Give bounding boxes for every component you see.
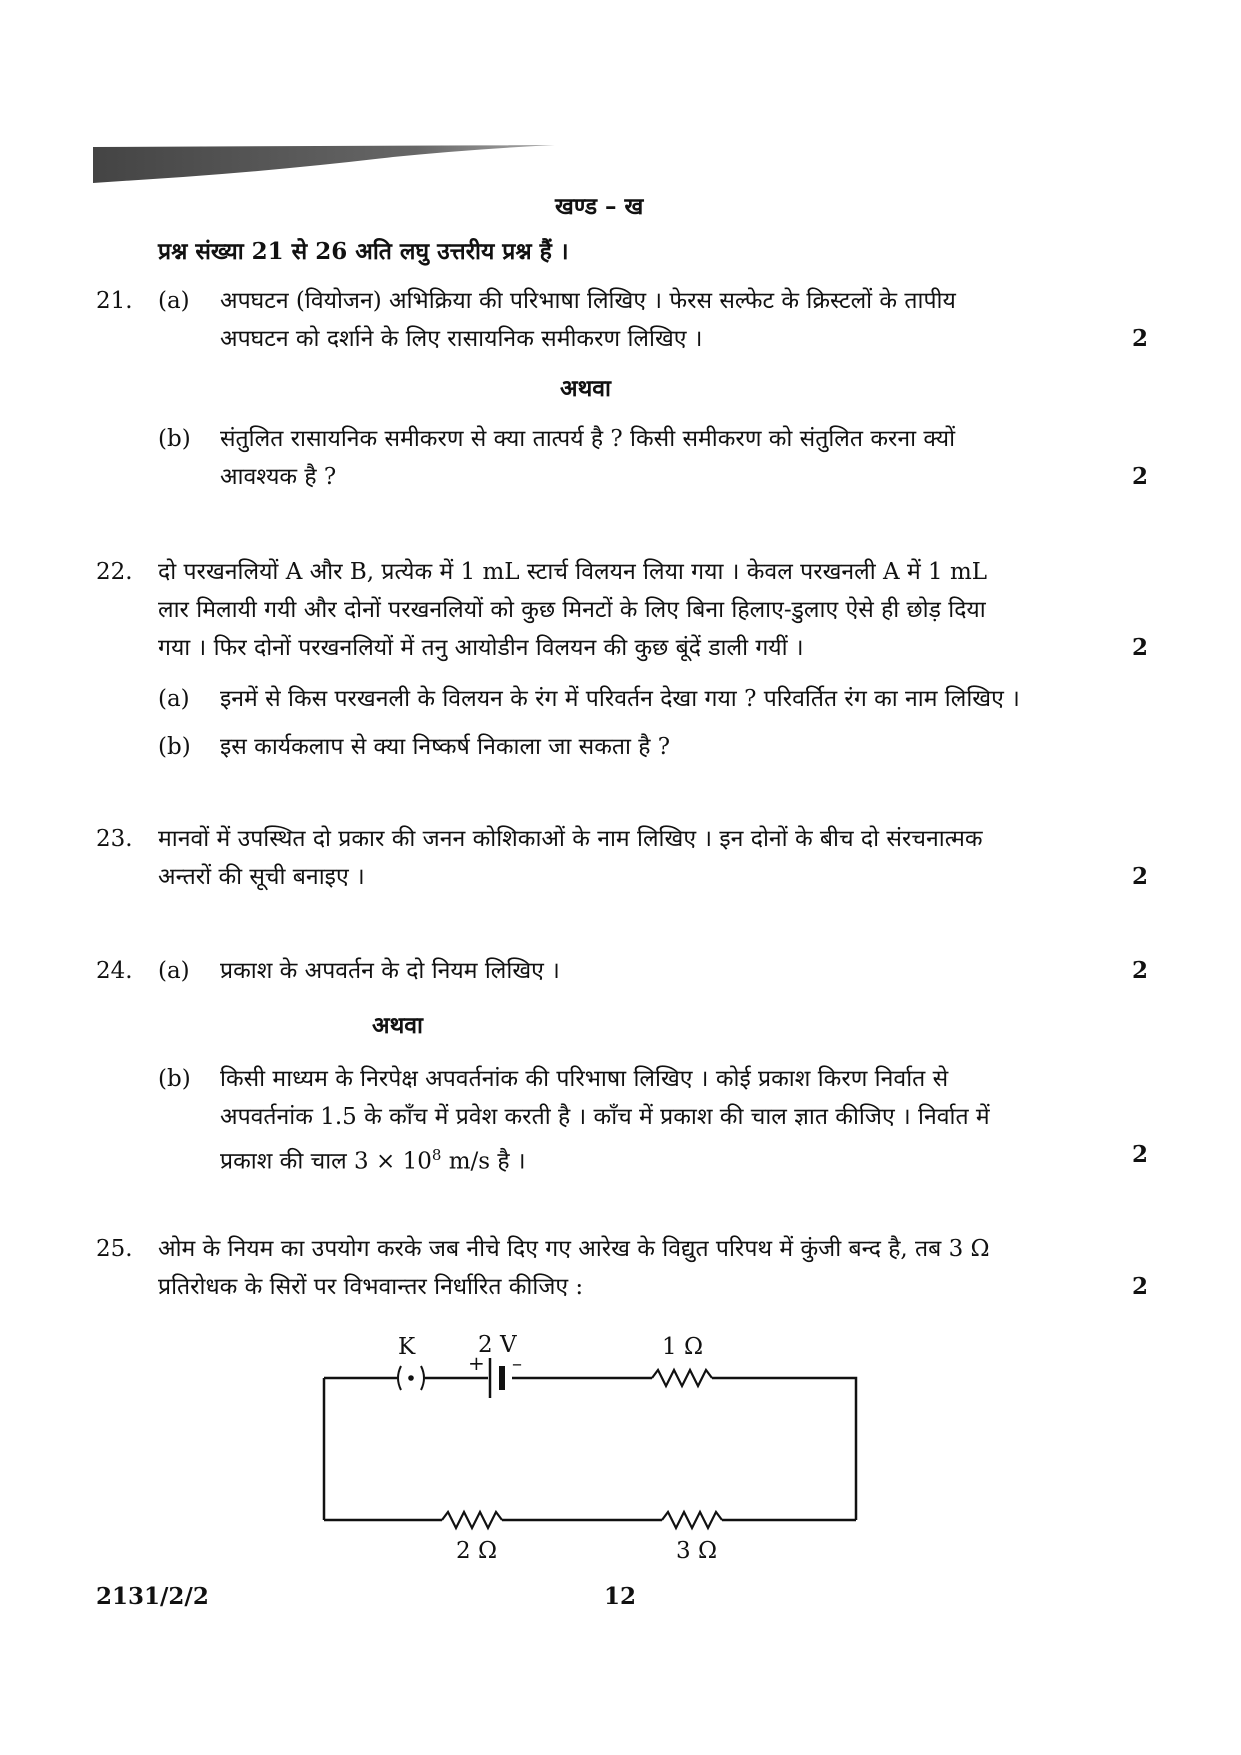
question-text: प्रतिरोधक के सिरों पर विभवान्तर निर्धारित कीजिए : xyxy=(158,1274,584,1300)
circuit-diagram xyxy=(300,1310,880,1570)
question-text: गया । फिर दोनों परखनलियों में तनु आयोडीन विलयन की कुछ बूंदें डाली गयीं । xyxy=(158,635,804,661)
question-number: 25. xyxy=(96,1236,133,1262)
key-icon xyxy=(398,1366,424,1390)
battery-icon xyxy=(490,1358,502,1398)
question-text: अपघटन (वियोजन) अभिक्रिया की परिभाषा लिखिए । फेरस सल्फेट के क्रिस्टलों के तापीय xyxy=(220,288,956,314)
text-fragment: m/s है । xyxy=(441,1148,526,1175)
resistor-3-icon xyxy=(662,1512,722,1528)
resistor-1-label: 1 Ω xyxy=(662,1334,704,1360)
question-text: मानवों में उपस्थित दो प्रकार की जनन कोशिकाओं के नाम लिखिए । इन दोनों के बीच दो संरचनात्मक xyxy=(158,826,983,852)
header-decorative-bar xyxy=(93,143,555,183)
circuit-wires xyxy=(324,1378,856,1520)
resistor-1-icon xyxy=(652,1370,712,1386)
question-number: 22. xyxy=(96,559,133,585)
question-text: किसी माध्यम के निरपेक्ष अपवर्तनांक की परिभाषा लिखिए । कोई प्रकाश किरण निर्वात से xyxy=(220,1066,949,1092)
question-text: ओम के नियम का उपयोग करके जब नीचे दिए गए आरेख के विद्युत परिपथ में कुंजी बन्द है, तब 3 Ω xyxy=(158,1236,990,1262)
question-text: इस कार्यकलाप से क्या निष्कर्ष निकाला जा सकता है ? xyxy=(220,734,671,760)
part-label: (b) xyxy=(158,1066,191,1092)
part-label: (a) xyxy=(158,288,190,314)
marks: 2 xyxy=(1131,1141,1148,1168)
question-text xyxy=(220,1136,526,1181)
question-text: दो परखनलियों A और B, प्रत्येक में 1 mL स्टार्च विलयन लिया गया । केवल परखनली A में 1 mL xyxy=(158,559,988,585)
part-label: (a) xyxy=(158,958,190,984)
marks: 2 xyxy=(1131,957,1148,984)
battery-plus: + xyxy=(468,1351,485,1375)
part-label: (a) xyxy=(158,686,190,712)
marks: 2 xyxy=(1131,1273,1148,1300)
section-instruction: प्रश्न संख्या 21 से 26 अति लघु उत्तरीय प्रश्न हैं । xyxy=(158,238,569,265)
battery-minus: – xyxy=(512,1351,522,1375)
question-text: इनमें से किस परखनली के विलयन के रंग में परिवर्तन देखा गया ? परिवर्तित रंग का नाम लिखिए । xyxy=(220,686,1020,712)
resistor-2-icon xyxy=(442,1512,502,1528)
marks: 2 xyxy=(1131,634,1148,661)
question-text: अपघटन को दर्शाने के लिए रासायनिक समीकरण लिखिए । xyxy=(220,326,703,352)
question-text: लार मिलायी गयी और दोनों परखनलियों को कुछ मिनटों के लिए बिना हिलाए-डुलाए ऐसे ही छोड़ दिया xyxy=(158,597,986,623)
marks: 2 xyxy=(1131,325,1148,352)
text-fragment: प्रकाश की चाल 3 × 10 xyxy=(220,1148,432,1175)
question-text: अन्तरों की सूची बनाइए । xyxy=(158,864,365,890)
or-separator: अथवा xyxy=(372,1012,424,1039)
resistor-2-label: 2 Ω xyxy=(456,1538,498,1564)
part-label: (b) xyxy=(158,426,191,452)
page-number: 12 xyxy=(604,1583,637,1610)
marks: 2 xyxy=(1131,463,1148,490)
question-text: आवश्यक है ? xyxy=(220,464,337,490)
key-label: K xyxy=(398,1334,416,1360)
question-number: 23. xyxy=(96,826,133,852)
resistor-3-label: 3 Ω xyxy=(676,1538,718,1564)
paper-code: 2131/2/2 xyxy=(96,1583,209,1610)
question-number: 24. xyxy=(96,958,133,984)
question-text: अपवर्तनांक 1.5 के काँच में प्रवेश करती है । काँच में प्रकाश की चाल ज्ञात कीजिए । निर्वात में xyxy=(220,1104,990,1130)
question-number: 21. xyxy=(96,288,133,314)
question-text: प्रकाश के अपवर्तन के दो नियम लिखिए । xyxy=(220,958,560,984)
section-heading: खण्ड – ख xyxy=(555,193,644,220)
superscript: 8 xyxy=(431,1146,442,1164)
or-separator: अथवा xyxy=(560,375,612,402)
part-label: (b) xyxy=(158,734,191,760)
battery-label: 2 V xyxy=(478,1332,517,1358)
marks: 2 xyxy=(1131,863,1148,890)
question-text: संतुलित रासायनिक समीकरण से क्या तात्पर्य है ? किसी समीकरण को संतुलित करना क्यों xyxy=(220,426,956,452)
